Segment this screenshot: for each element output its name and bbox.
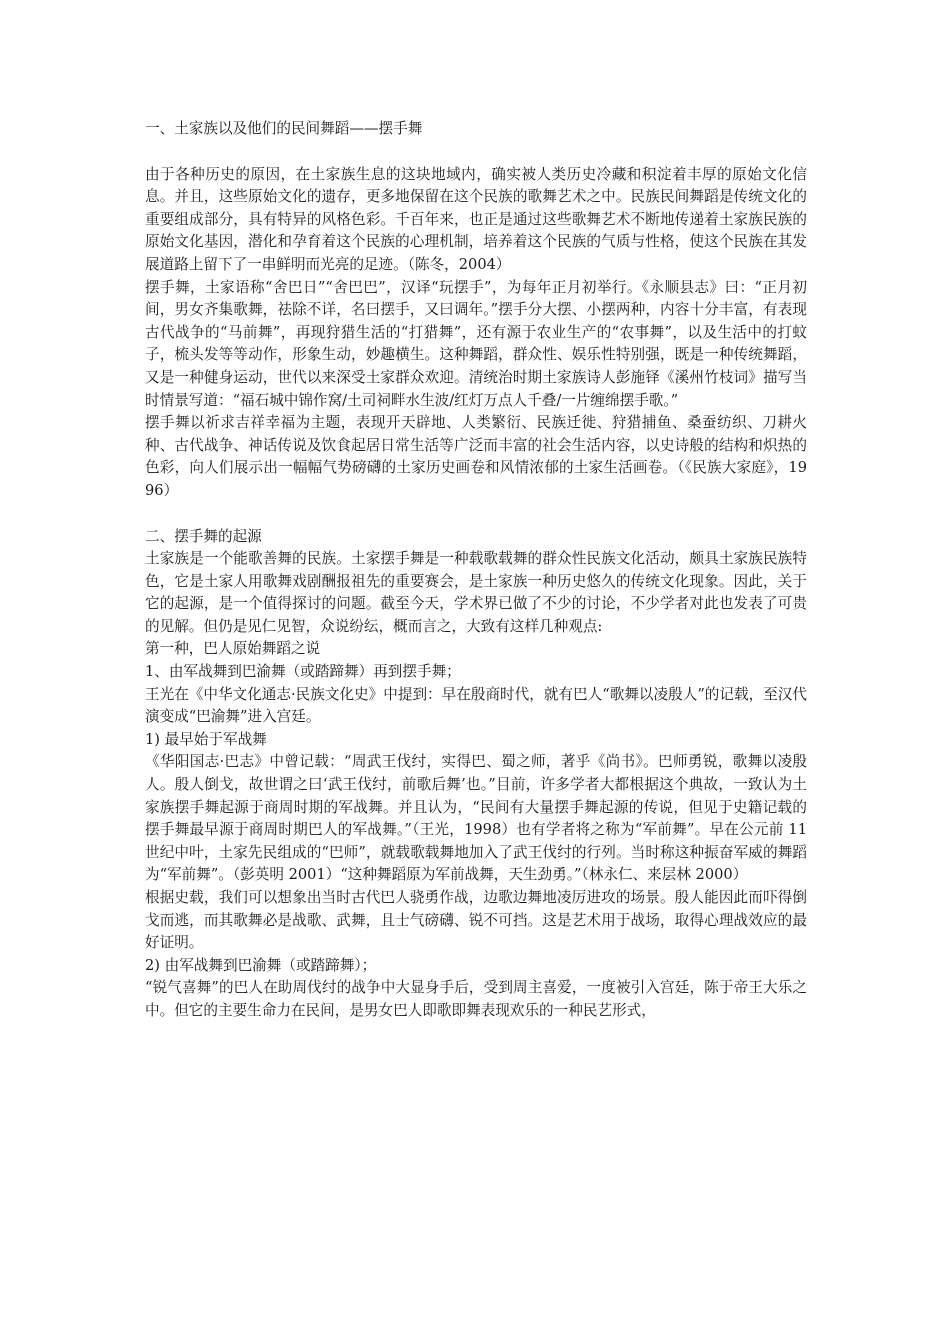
subheading-1: 1、由军战舞到巴渝舞（或踏蹄舞）再到摆手舞； [145, 663, 461, 681]
paragraph-1: 由于各种历史的原因，在土家族生息的这块地域内，确实被人类历史冷藏和积淀着丰厚的原始文化信息。并且，这些原始文化的遗存，更多地保留在这个民族的歌舞艺术之中。民族民间舞蹈是传统文化的重要组成部分，具有特异的风格色彩。千百年来，也正是通过这些歌舞艺术不断地传递着土家族民族的原始文化基因，潜化和孕育着这个民族的心理机制，培养着这个民族的气质与性格，使这个民族在其发展道路上留下了一串鲜明而光亮的足迹。（陈冬，2004） [145, 165, 807, 273]
subheading-1-1: 1) 最早始于军战舞 [145, 730, 267, 748]
paragraph-12: “锐气喜舞”的巴人在助周伐纣的战争中大显身手后，受到周主喜爱，一度被引入宫廷，陈于帝王大乐之中。但它的主要生命力在民间，是男女巴人即歌即舞表现欢乐的一种民艺形式， [145, 979, 807, 1019]
section-1-heading: 一、土家族以及他们的民间舞蹈——摆手舞 [145, 120, 423, 137]
paragraph-4: 土家族是一个能歌善舞的民族。土家摆手舞是一种载歌载舞的群众性民族文化活动，颇具土家族民族特色，它是土家人用歌舞戏剧酬报祖先的重要赛会，是土家族一种历史悠久的传统文化现象。因此，关于它的起源，是一个值得探讨的问题。截至今天，学术界已做了不少的讨论，不少学者对此也发表了可贵的见解。但仍是见仁见智，众说纷纭，概而言之，大致有这样几种观点: [145, 550, 807, 635]
paragraph-2: 摆手舞，土家语称“舍巴日”“舍巴巴”，汉译“玩摆手”，为每年正月初举行。《永顺县志》曰：“正月初间，男女齐集歌舞，祛除不详，名曰摆手，又曰调年。”摆手分大摆、小摆两种，内容十分丰富，有表现古代战争的“马前舞”，再现狩猎生活的“打猎舞”，还有源于农业生产的“农事舞”，以及生活中的打蚊子，梳头发等等动作，形象生动，妙趣横生。这种舞蹈，群众性、娱乐性特别强，既是一种传统舞蹈，又是一种健身运动，世代以来深受土家群众欢迎。清统治时期土家族诗人彭施铎《溪州竹枝词》描写当时情景写道：“福石城中锦作窝/土司祠畔水生波/红灯万点人千叠/一片缠绵摆手歌。” [145, 278, 807, 409]
paragraph-7: 王光在《中华文化通志·民族文化史》中提到：早在殷商时代，就有巴人“歌舞以凌殷人”的记载，至汉代演变成“巴渝舞”进入宫廷。 [145, 685, 807, 726]
spacer [145, 503, 807, 526]
subheading-1-2: 2) 由军战舞到巴渝舞（或踏蹄舞）； [145, 956, 377, 974]
paragraph-9: 《华阳国志·巴志》中曾记载：“周武王伐纣，实得巴、蜀之师，著乎《尚书》。巴师勇锐，歌舞以凌殷人。殷人倒戈，故世谓之曰‘武王伐纣，前歌后舞’也。”目前，许多学者大都根据这个典故，一致认为土家族摆手舞起源于商周时期的军战舞。并且认为，“民间有大量摆手舞起源的传说，但见于史籍记载的摆手舞最早源于商周时期巴人的军战舞。”（王光，1998）也有学者将之称为“军前舞”。早在公元前 11 世纪中叶，土家先民组成的“巴师”，就载歌载舞地加入了武王伐纣的行列。当时称这种振奋军威的舞蹈为“军前舞”。（彭英明 2001）“这种舞蹈原为军前战舞，天生劲勇。”（林永仁、来层林 2000） [145, 753, 807, 884]
subheading-theory-1: 第一种，巴人原始舞蹈之说 [145, 640, 321, 658]
spacer [145, 141, 807, 164]
paragraph-10: 根据史载，我们可以想象出当时古代巴人骁勇作战，边歌边舞地凌厉进攻的场景。殷人能因此而吓得倒戈而逃，而其歌舞必是战歌、武舞，且士气磅礴、锐不可挡。这是艺术用于战场，取得心理战效应的最好证明。 [145, 889, 807, 952]
section-2-heading: 二、摆手舞的起源 [145, 527, 262, 545]
paragraph-3: 摆手舞以祈求吉祥幸福为主题，表现开天辟地、人类繁衍、民族迁徙、狩猎捕鱼、桑蚕纺织、刀耕火种、古代战争、神话传说及饮食起居日常生活等广泛而丰富的社会生活内容，以史诗般的结构和炽热的色彩，向人们展示出一幅幅气势磅礴的土家历史画卷和风情浓郁的土家生活画卷。（《民族大家庭》，1996） [145, 414, 807, 499]
document-page [145, 118, 807, 1023]
